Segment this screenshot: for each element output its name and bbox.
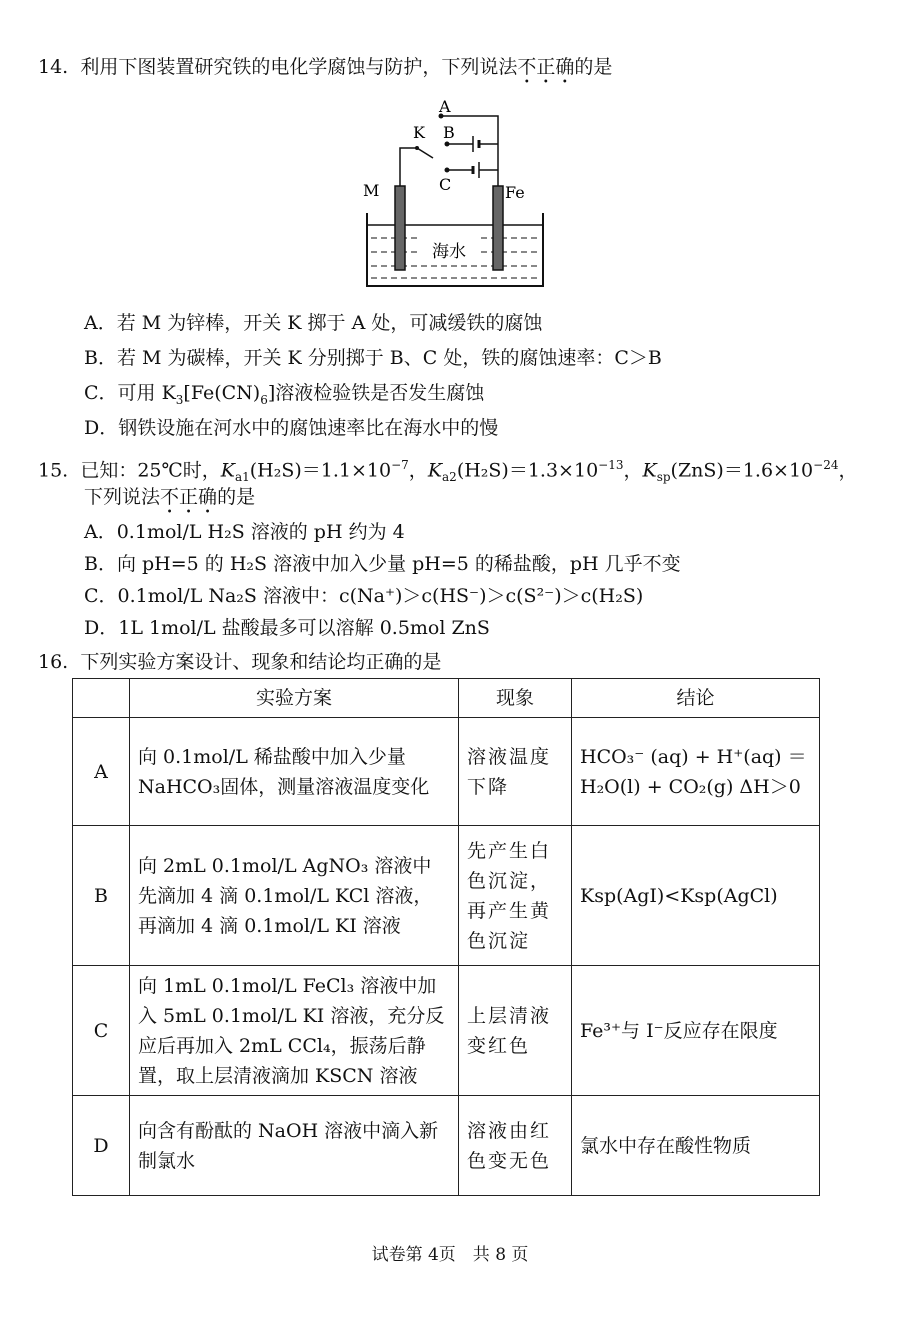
seawater-label: 海水 <box>432 242 466 262</box>
table-header: 结论 <box>572 679 820 718</box>
row-plan: 向 1mL 0.1mol/L FeCl₃ 溶液中加入 5mL 0.1mol/L KI 溶液，充分反应后再加入 2mL CCl₄，振荡后静置，取上层清液滴加 KSCN 溶液 <box>130 966 459 1096</box>
row-observation: 先产生白色沉淀，再产生黄色沉淀 <box>459 826 572 966</box>
row-observation: 上层清液变红色 <box>459 966 572 1096</box>
table-header: 现象 <box>459 679 572 718</box>
q16-stem: 16. 下列实验方案设计、现象和结论均正确的是 <box>38 651 442 673</box>
row-observation: 溶液温度下降 <box>459 718 572 826</box>
table-row <box>73 1096 820 1196</box>
emphasized-char: 确 <box>198 486 218 508</box>
q14-option-a: A．若 M 为锌棒，开关 K 掷于 A 处，可减缓铁的腐蚀 <box>84 312 543 334</box>
m-electrode <box>395 186 405 270</box>
q15-option-c: C．0.1mol/L Na₂S 溶液中：c(Na⁺)＞c(HS⁻)＞c(S²⁻)＞c(H₂S) <box>84 585 644 607</box>
table-row <box>73 966 820 1096</box>
svg-text:M: M <box>363 181 380 200</box>
row-conclusion: 氯水中存在酸性物质 <box>572 1096 820 1196</box>
row-label: A <box>73 718 130 826</box>
row-plan: 向含有酚酞的 NaOH 溶液中滴入新制氯水 <box>130 1096 459 1196</box>
svg-text:C: C <box>439 175 452 194</box>
emphasis-text <box>517 56 574 78</box>
row-plan: 向 2mL 0.1mol/L AgNO₃ 溶液中先滴加 4 滴 0.1mol/L KCl 溶液，再滴加 4 滴 0.1mol/L KI 溶液 <box>130 826 459 966</box>
q14-stem: 14. 利用下图装置研究铁的电化学腐蚀与防护，下列说法不正确的是 <box>38 52 612 82</box>
switch-k <box>417 148 433 158</box>
row-conclusion: Ksp(AgI)<Ksp(AgCl) <box>572 826 820 966</box>
table-row <box>73 718 820 826</box>
q15-option-b: B．向 pH=5 的 H₂S 溶液中加入少量 pH=5 的稀盐酸，pH 几乎不变 <box>84 553 681 575</box>
page-footer: 试卷第 4页 共 8 页 <box>371 1245 529 1265</box>
row-label: D <box>73 1096 130 1196</box>
emphasized-char: 不 <box>517 56 537 78</box>
q15-option-a: A．0.1mol/L H₂S 溶液的 pH 约为 4 <box>84 521 405 543</box>
q14-option-d: D．钢铁设施在河水中的腐蚀速率比在海水中的慢 <box>84 417 499 439</box>
table-row <box>73 826 820 966</box>
emphasized-char: 正 <box>179 486 199 508</box>
emphasized-char: 确 <box>555 56 575 78</box>
table-header: 实验方案 <box>130 679 459 718</box>
emphasized-char: 正 <box>536 56 556 78</box>
row-label: C <box>73 966 130 1096</box>
q14-option-c: C．可用 $K_3[Fe(CN)_6]$溶液检验铁是否发生腐蚀 <box>84 382 485 407</box>
table-header <box>73 679 130 718</box>
q14-option-b: B．若 M 为碳棒，开关 K 分别掷于 B、C 处，铁的腐蚀速率：C＞B <box>84 347 662 369</box>
row-label: B <box>73 826 130 966</box>
electrochemistry-apparatus-diagram <box>355 98 555 288</box>
svg-text:Fe: Fe <box>505 183 525 202</box>
q15-stem: 15. 已知：25℃时，$K_{a1}(H_2S)=1.1\times 10^{-7}$，$K_{a2}(H_2S)=1.3\times 10^{-13}$，$K_{sp}(ZnS)=1.6\times 10^{-24}$， <box>38 458 858 485</box>
svg-text:K: K <box>413 123 425 142</box>
q15-stem-cont: 下列说法不正确的是 <box>84 482 255 512</box>
svg-text:A: A <box>439 98 451 116</box>
row-conclusion: Fe³⁺与 I⁻反应存在限度 <box>572 966 820 1096</box>
q15-option-d: D．1L 1mol/L 盐酸最多可以溶解 0.5mol ZnS <box>84 617 490 639</box>
emphasis-text <box>160 486 217 508</box>
svg-text:B: B <box>443 123 455 142</box>
emphasized-char: 不 <box>160 486 180 508</box>
experiment-table <box>72 678 820 1196</box>
table-header-row <box>73 679 820 718</box>
fe-electrode <box>493 186 503 270</box>
row-conclusion: HCO₃⁻ (aq) + H⁺(aq) ＝ H₂O(l) + CO₂(g) ΔH＞0 <box>572 718 820 826</box>
row-plan: 向 0.1mol/L 稀盐酸中加入少量 NaHCO₃固体，测量溶液温度变化 <box>130 718 459 826</box>
row-observation: 溶液由红色变无色 <box>459 1096 572 1196</box>
